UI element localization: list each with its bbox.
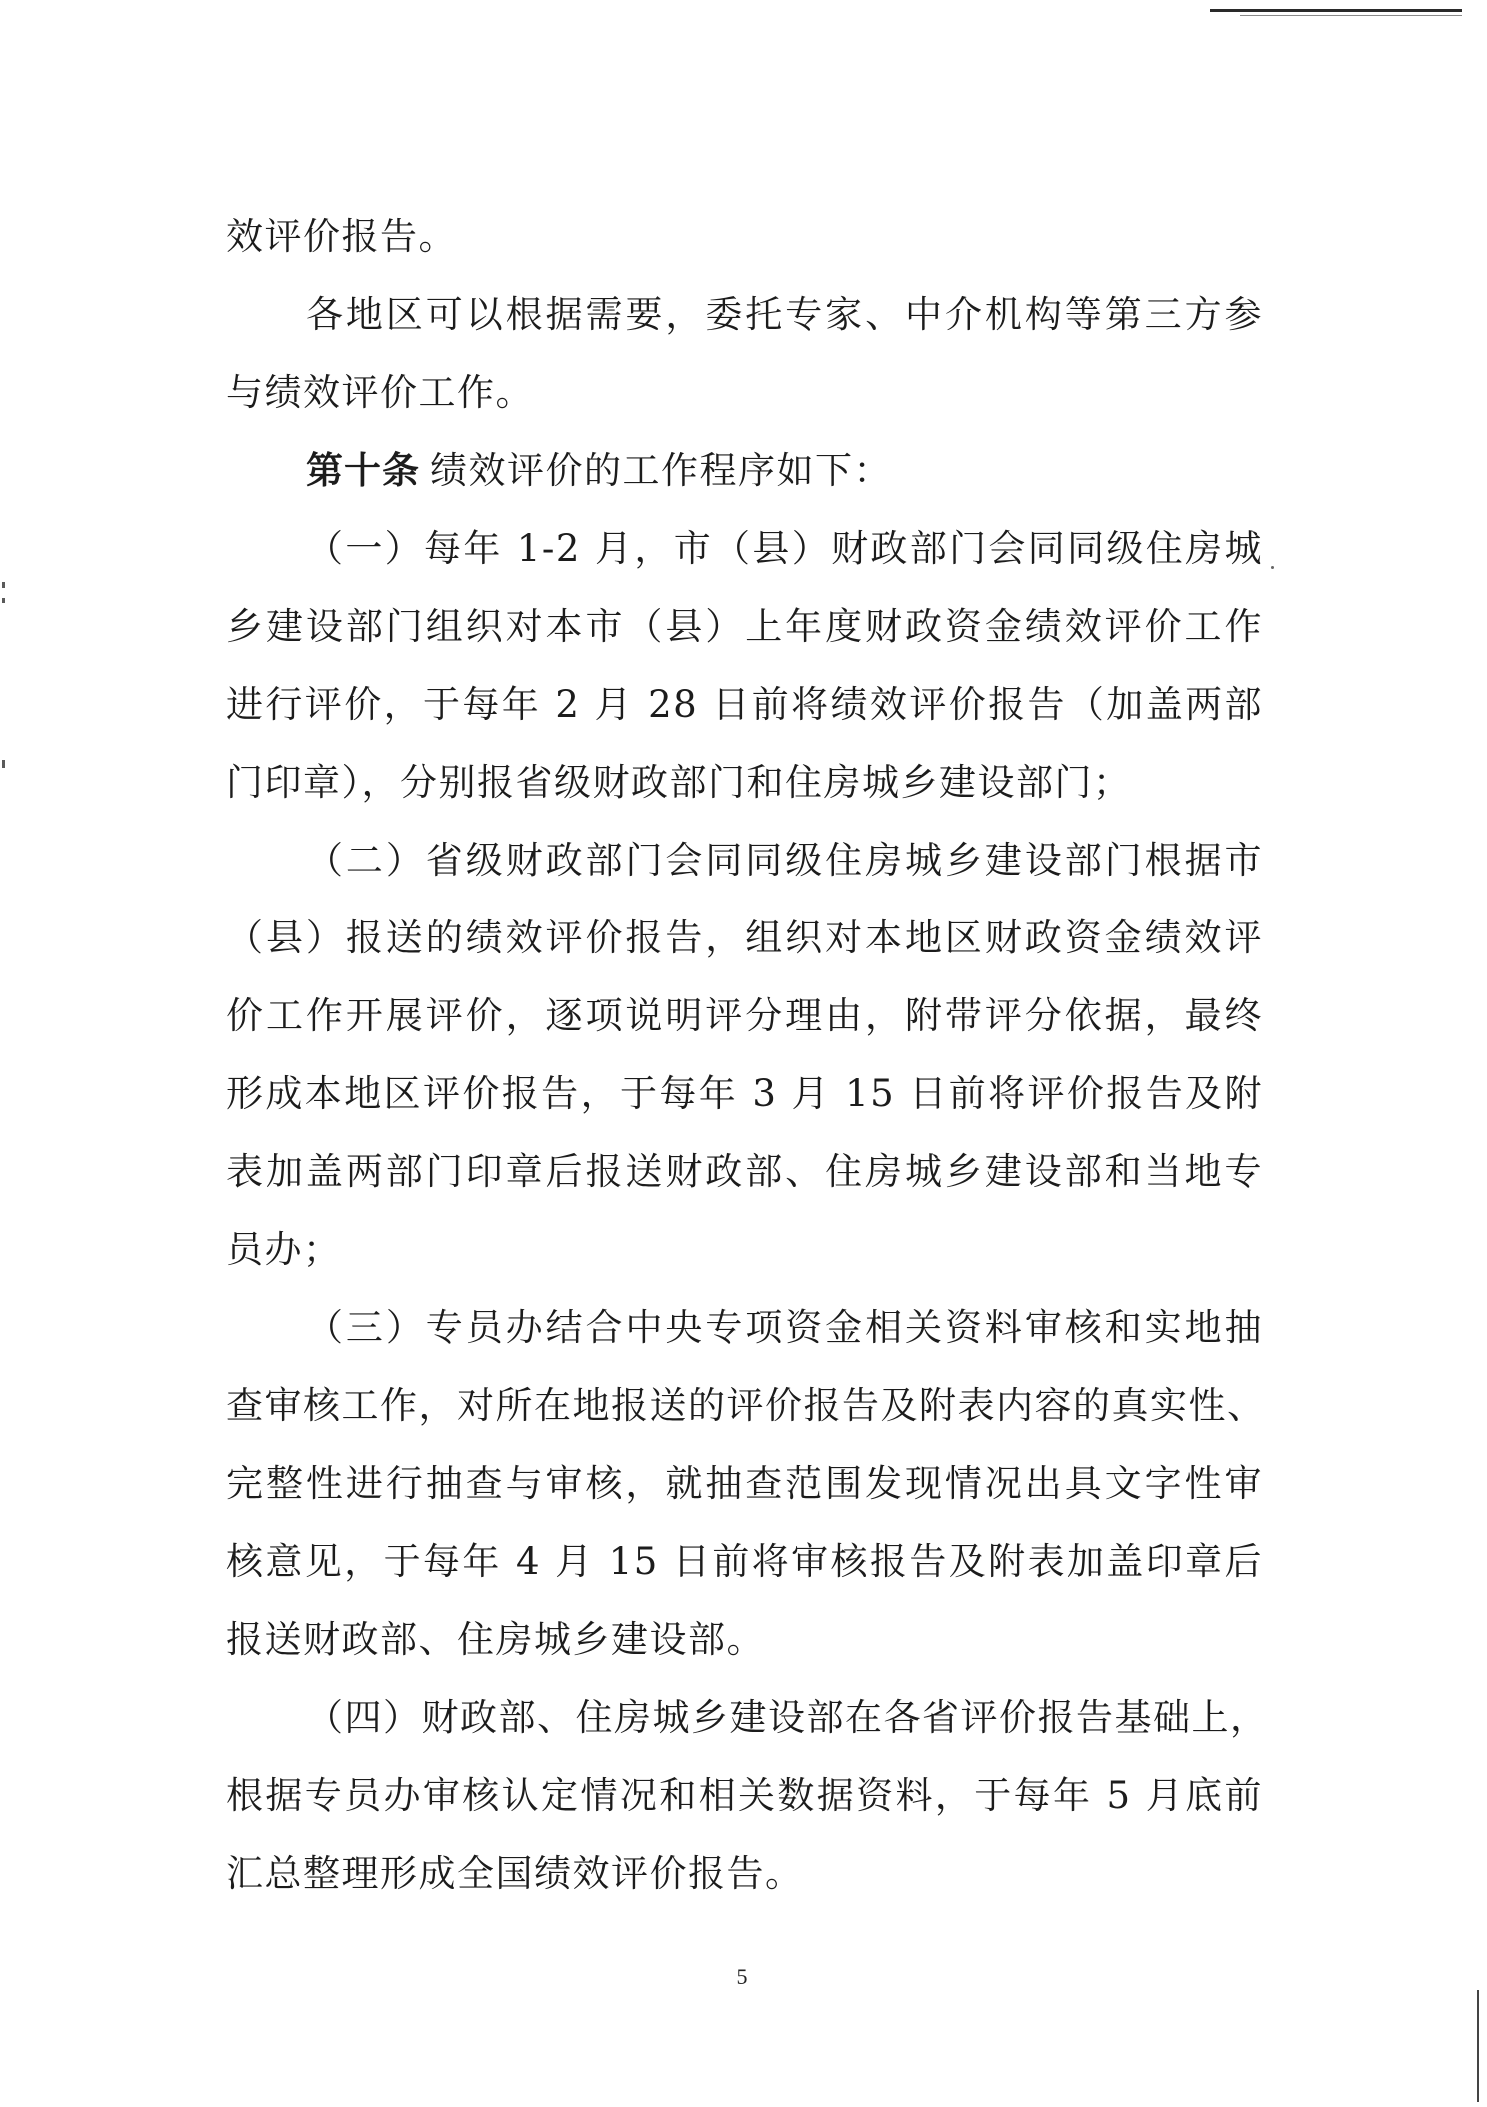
paragraph-line: 乡建设部门组织对本市（县）上年度财政资金绩效评价工作 [226,604,1263,648]
paragraph-line: 效评价报告。 [226,215,457,258]
paragraph-line: （县）报送的绩效评价报告，组织对本地区财政资金绩效评 [226,916,1263,960]
page-number: 5 [736,1964,748,1989]
procedure-item-4 [226,1679,1269,1913]
paragraph-line: 进行评价，于每年 2 月 28 日前将绩效评价报告（加盖两部 [226,682,1263,726]
paragraph-line: 与绩效评价工作。 [226,370,534,414]
paragraph-line: 各地区可以根据需要，委托专家、中介机构等第三方参 [306,292,1263,336]
paragraph-line [226,432,1263,510]
scan-edge-line [1477,1990,1479,2102]
scan-speck [1271,566,1274,569]
article-text: 绩效评价的工作程序如下： [430,448,892,492]
paragraph-line: （四）财政部、住房城乡建设部在各省评价报告基础上， [306,1695,1269,1739]
paragraph-line: 根据专员办审核认定情况和相关数据资料，于每年 5 月底前 [226,1773,1263,1817]
paragraph-line: 报送财政部、住房城乡建设部。 [226,1617,765,1661]
scan-edge-mark [2,760,5,768]
paragraph-line: （三）专员办结合中央专项资金相关资料审核和实地抽 [306,1306,1263,1350]
paragraph-line: 表加盖两部门印章后报送财政部、住房城乡建设部和当地专 [226,1150,1263,1194]
paragraph-line: 门印章），分别报省级财政部门和住房城乡建设部门； [226,760,1132,804]
header-rule [1210,9,1462,12]
procedure-item-3 [226,1289,1266,1679]
header-rule-thin [1240,15,1462,16]
article-label: 第十条 [306,448,420,492]
procedure-item-1 [226,510,1263,822]
paragraph-line: 核意见，于每年 4 月 15 日前将审核报告及附表加盖印章后 [226,1539,1263,1583]
paragraph-line: 员办； [226,1228,342,1272]
paragraph-continuation [226,198,1263,276]
scan-edge-mark [2,598,5,603]
procedure-item-2 [226,822,1263,1290]
article-10-heading [226,432,1263,510]
document-body [226,198,1269,1913]
paragraph-line: 完整性进行抽查与审核，就抽查范围发现情况出具文字性审 [226,1462,1263,1505]
paragraph-line: 价工作开展评价，逐项说明评分理由，附带评分依据，最终 [226,994,1263,1038]
paragraph-line: 形成本地区评价报告，于每年 3 月 15 日前将评价报告及附 [226,1072,1263,1116]
paragraph-line: 查审核工作，对所在地报送的评价报告及附表内容的真实性、 [226,1384,1266,1428]
paragraph-line: （二）省级财政部门会同同级住房城乡建设部门根据市 [306,838,1263,882]
paragraph-line: 汇总整理形成全国绩效评价报告。 [226,1851,804,1895]
paragraph-line: （一）每年 1-2 月，市（县）财政部门会同同级住房城 [306,526,1263,570]
paragraph-third-party [226,276,1263,432]
scan-edge-mark [2,582,5,588]
